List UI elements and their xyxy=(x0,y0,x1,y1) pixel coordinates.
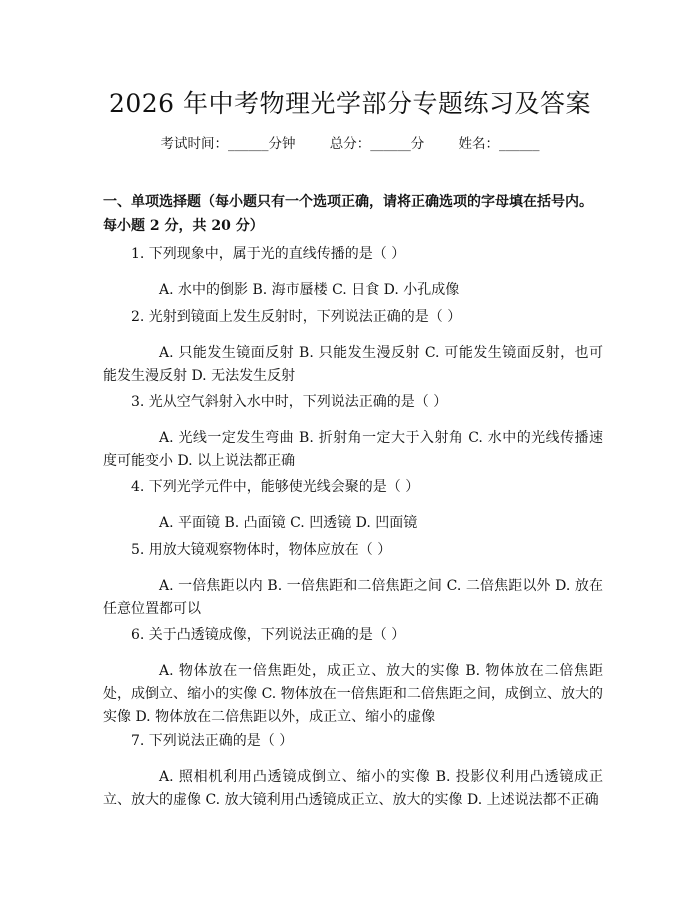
question-stem: 3. 光从空气斜射入水中时，下列说法正确的是（ ） xyxy=(131,394,448,410)
question-stem: 5. 用放大镜观察物体时，物体应放在（ ） xyxy=(131,542,392,558)
question-7 xyxy=(103,730,603,812)
question-options: A. 一倍焦距以内 B. 一倍焦距和二倍焦距之间 C. 二倍焦距以外 D. 放在任意位置都可以 xyxy=(103,578,603,617)
question-1 xyxy=(103,243,603,302)
total-score-field: 总分：______分 xyxy=(329,136,425,152)
document-title: 2026 年中考物理光学部分专题练习及答案 xyxy=(108,89,592,118)
exam-time-field: 考试时间：______分钟 xyxy=(160,136,296,152)
question-stem: 7. 下列说法正确的是（ ） xyxy=(131,733,294,749)
question-stem: 6. 关于凸透镜成像，下列说法正确的是（ ） xyxy=(131,627,406,643)
question-6 xyxy=(103,624,603,729)
question-3 xyxy=(103,391,603,473)
question-stem: 1. 下列现象中，属于光的直线传播的是（ ） xyxy=(131,246,406,262)
question-options: A. 只能发生镜面反射 B. 只能发生漫反射 C. 可能发生镜面反射，也可能发生漫反射 D. 无法发生反射 xyxy=(103,345,603,384)
question-options: A. 平面镜 B. 凸面镜 C. 凹透镜 D. 凹面镜 xyxy=(159,515,418,531)
question-5 xyxy=(103,539,603,621)
question-options: A. 水中的倒影 B. 海市蜃楼 C. 日食 D. 小孔成像 xyxy=(159,282,460,298)
exam-meta-line xyxy=(0,132,700,152)
question-options: A. 照相机利用凸透镜成倒立、缩小的实像 B. 投影仪利用凸透镜成正立、放大的虚像 C. 放大镜利用凸透镜成正立、放大的实像 D. 上述说法都不正确 xyxy=(103,769,603,808)
section-heading-single-choice: 一、单项选择题（每小题只有一个选项正确，请将正确选项的字母填在括号内。每小题 2 分，共 20 分） xyxy=(103,194,593,234)
question-options: A. 物体放在一倍焦距处，成正立、放大的实像 B. 物体放在二倍焦距处，成倒立、缩小的实像 C. 物体放在一倍焦距和二倍焦距之间，成倒立、放大的实像 D. 物体放在二倍焦距以外，成正立、缩小的虚像 xyxy=(103,663,603,725)
question-4 xyxy=(103,476,603,535)
question-stem: 4. 下列光学元件中，能够使光线会聚的是（ ） xyxy=(131,479,420,495)
question-stem: 2. 光射到镜面上发生反射时，下列说法正确的是（ ） xyxy=(131,309,462,325)
question-options: A. 光线一定发生弯曲 B. 折射角一定大于入射角 C. 水中的光线传播速度可能变小 D. 以上说法都正确 xyxy=(103,430,603,469)
question-2 xyxy=(103,306,603,388)
student-name-field: 姓名：______ xyxy=(458,136,540,152)
